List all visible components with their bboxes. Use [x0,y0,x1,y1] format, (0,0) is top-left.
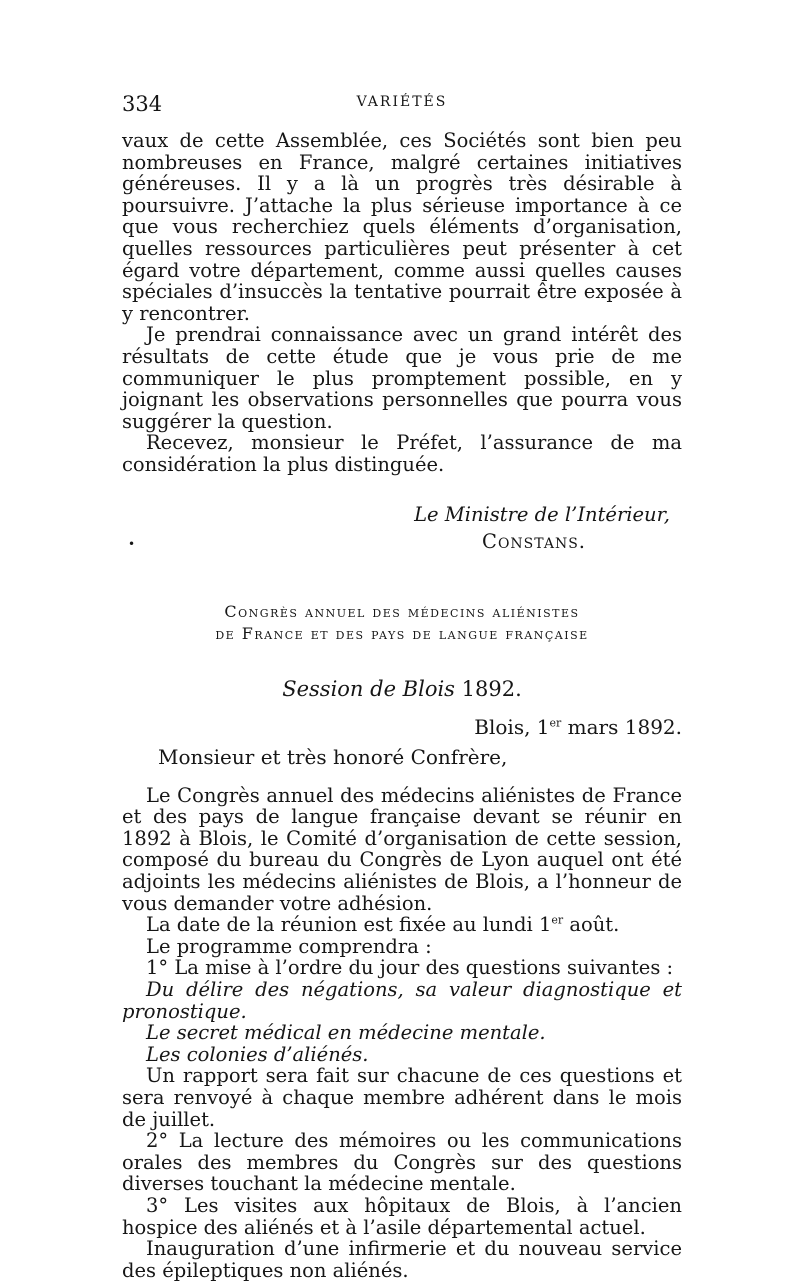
paragraph [122,914,682,936]
paragraph: 2° La lecture des mémoires ou les communications orales des membres du Congrès sur des questions diverses touchant la médecine mentale. [122,1129,682,1196]
paragraph: vaux de cette Assemblée, ces Sociétés sont bien peu nombreuses en France, malgré certaines initiatives généreuses. Il y a là un progrès très désirable à poursuivre. J’attache la plus sérieuse importance à ce que vous recherchiez quels éléments d’organisation, quelles ressources particulières peut présenter à cet égard votre département, comme aussi quelles causes spéciales d’insuccès la tentative pourrait être exposée à y rencontrer. [122,129,682,325]
paragraph: Recevez, monsieur le Préfet, l’assurance de ma considération la plus distinguée. [122,431,682,476]
signature-name: Constans. [482,530,586,554]
session-year: 1892. [461,676,522,701]
paragraph: Le Congrès annuel des médecins aliénistes de France et des pays de langue française devant se réunir en 1892 à Blois, le Comité d’organisation de cette session, composé du bureau du Congrès de Lyon auquel ont été adjoints les médecins aliénistes de Blois, a l’honneur de vous demander votre adhésion. [122,783,682,915]
text-run: août. [563,913,620,937]
page-number: 334 [122,92,163,116]
text-column [122,130,682,1281]
superscript: er [551,913,564,927]
paragraph: Un rapport sera fait sur chacune de ces questions et sera renvoyé à chaque membre adhérent dans le mois de juillet. [122,1064,682,1131]
congress-title [122,601,682,645]
text-run: La date de la réunion est fixée au lundi 1 [146,913,552,937]
session-label: Session de Blois [282,676,455,701]
question-item: Du délire des négations, sa valeur diagnostique et pronostique. [122,978,682,1023]
signature-title: Le Ministre de l’Intérieur, [414,502,670,526]
date-suffix: mars 1892. [561,714,682,739]
question-item: Le secret médical en médecine mentale. [146,1021,546,1045]
paragraph: 1° La mise à l’ordre du jour des questions suivantes : [146,956,674,980]
running-head: VARIÉTÉS [356,94,448,110]
letter-date [122,715,682,739]
margin-mark: • [128,537,136,551]
paragraph: 3° Les visites aux hôpitaux de Blois, à l’ancien hospice des aliénés et à l’asile départemental actuel. [122,1193,682,1239]
session-heading [122,677,682,701]
date-superscript: er [549,716,562,730]
paragraph: Le programme comprendra : [146,934,432,958]
congress-title-line: de France et des pays de langue française [215,623,589,643]
page-header [122,92,682,118]
paragraph: Inauguration d’une infirmerie et du nouveau service des épileptiques non aliénés. [122,1237,682,1282]
paragraph: Je prendrai connaissance avec un grand intérêt des résultats de cette étude que je vous prie de me communiquer le plus promptement possible, en y joignant les observations personnelles que pourra vous suggérer la question. [122,323,682,433]
question-item: Les colonies d’aliénés. [146,1042,369,1066]
date-prefix: Blois, 1 [474,714,550,739]
salutation: Monsieur et très honoré Confrère, [158,744,508,769]
congress-title-line: Congrès annuel des médecins aliénistes [224,601,580,621]
